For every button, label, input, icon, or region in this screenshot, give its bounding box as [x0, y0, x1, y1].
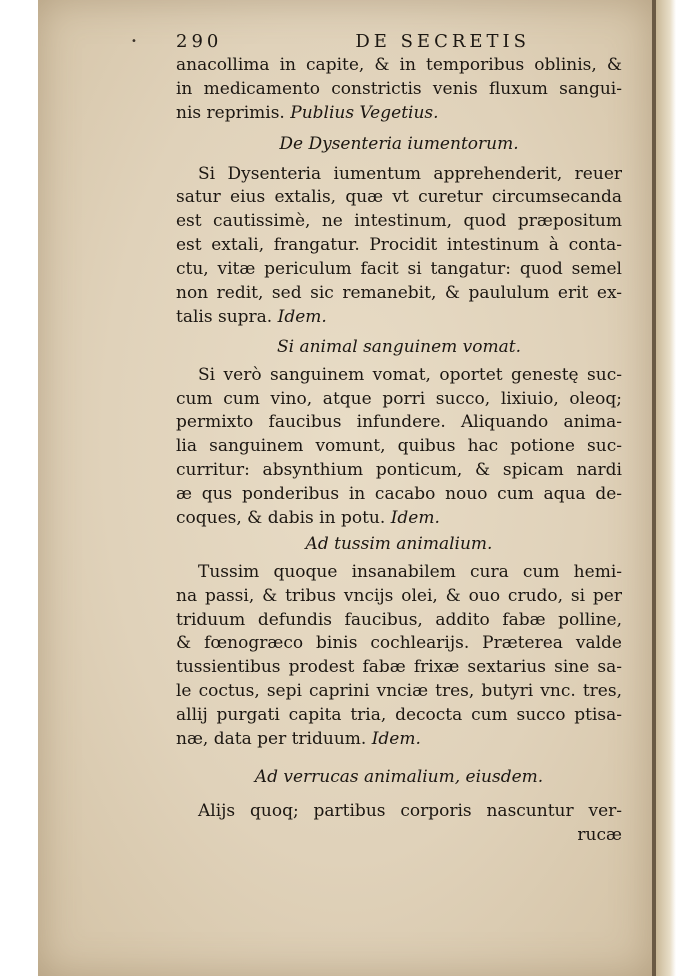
text-line: [176, 507, 622, 531]
text-line: [176, 728, 622, 752]
text-line: tussientibus prodest fabæ frixæ sextarius sine sa-: [176, 657, 622, 678]
text-line: non redit, sed sic remanebit, & paululum erit ex-: [176, 283, 622, 304]
text-line: Tussim quoque insanabilem cura cum hemi-: [198, 561, 622, 582]
text-line: triduum defundis faucibus, addito fabæ polline,: [176, 609, 622, 630]
text-line: permixto faucibus infundere. Aliquando anima-: [176, 412, 622, 433]
text-line: Si Dysenteria iumentum apprehenderit, reuer: [198, 163, 622, 184]
text-line: satur eius extalis, quæ vt curetur circumsecanda: [176, 187, 622, 208]
text-line: le coctus, sepi caprini vnciæ tres, butyri vnc. tres,: [176, 681, 622, 702]
page-text: [176, 30, 622, 848]
text-line-body: nis reprimis.: [176, 102, 285, 123]
text-line: na passi, & tribus vncijs olei, & ouo crudo, si per: [176, 585, 622, 606]
text-line: æ qus ponderibus in cacabo nouo cum aqua de-: [176, 484, 622, 505]
section-heading: De Dysenteria iumentorum.: [279, 133, 519, 154]
text-line-body: talis supra.: [176, 306, 273, 327]
text-line: cum cum vino, atque porri succo, lixiuio, oleoq;: [176, 388, 622, 409]
text-line: [176, 306, 622, 330]
catchword: rucæ: [577, 824, 622, 845]
ink-speck: •: [131, 36, 137, 47]
attribution: Idem.: [277, 306, 327, 327]
text-line: ctu, vitæ periculum facit si tangatur: quod semel: [176, 259, 622, 280]
text-line: curritur: absynthium ponticum, & spicam nardi: [176, 460, 622, 481]
text-line: allij purgati capita tria, decocta cum succo ptisa-: [176, 705, 622, 726]
section-heading: Ad verrucas animalium, eiusdem.: [254, 766, 544, 787]
text-line: lia sanguinem vomunt, quibus hac potione suc-: [176, 436, 622, 457]
text-line: [176, 102, 622, 126]
running-title: DE SECRETIS: [355, 31, 530, 52]
text-line: est cautissimè, ne intestinum, quod præpositum: [176, 211, 622, 232]
attribution: Publius Vegetius.: [290, 102, 439, 123]
text-line: in medicamento constrictis venis fluxum sangui-: [176, 78, 622, 99]
page-edge: [656, 0, 676, 976]
text-line: anacollima in capite, & in temporibus oblinis, &: [176, 55, 622, 75]
attribution: Idem.: [390, 508, 440, 529]
text-line: est extali, frangatur. Procidit intestinum à conta-: [176, 235, 622, 256]
page-number: 290: [176, 31, 223, 52]
text-line-body: næ, data per triduum.: [176, 729, 367, 750]
section-heading: Ad tussim animalium.: [305, 533, 493, 554]
text-line: & fœnogræco binis cochlearijs. Præterea valde: [176, 633, 622, 654]
section-heading: Si animal sanguinem vomat.: [276, 336, 522, 357]
text-line-body: coques, & dabis in potu.: [176, 508, 386, 529]
text-line: Si verò sanguinem vomat, oportet genestę suc-: [198, 364, 622, 385]
attribution: Idem.: [371, 729, 421, 750]
running-head: [176, 30, 622, 54]
text-line: Alijs quoq; partibus corporis nascuntur ver-: [198, 800, 622, 821]
